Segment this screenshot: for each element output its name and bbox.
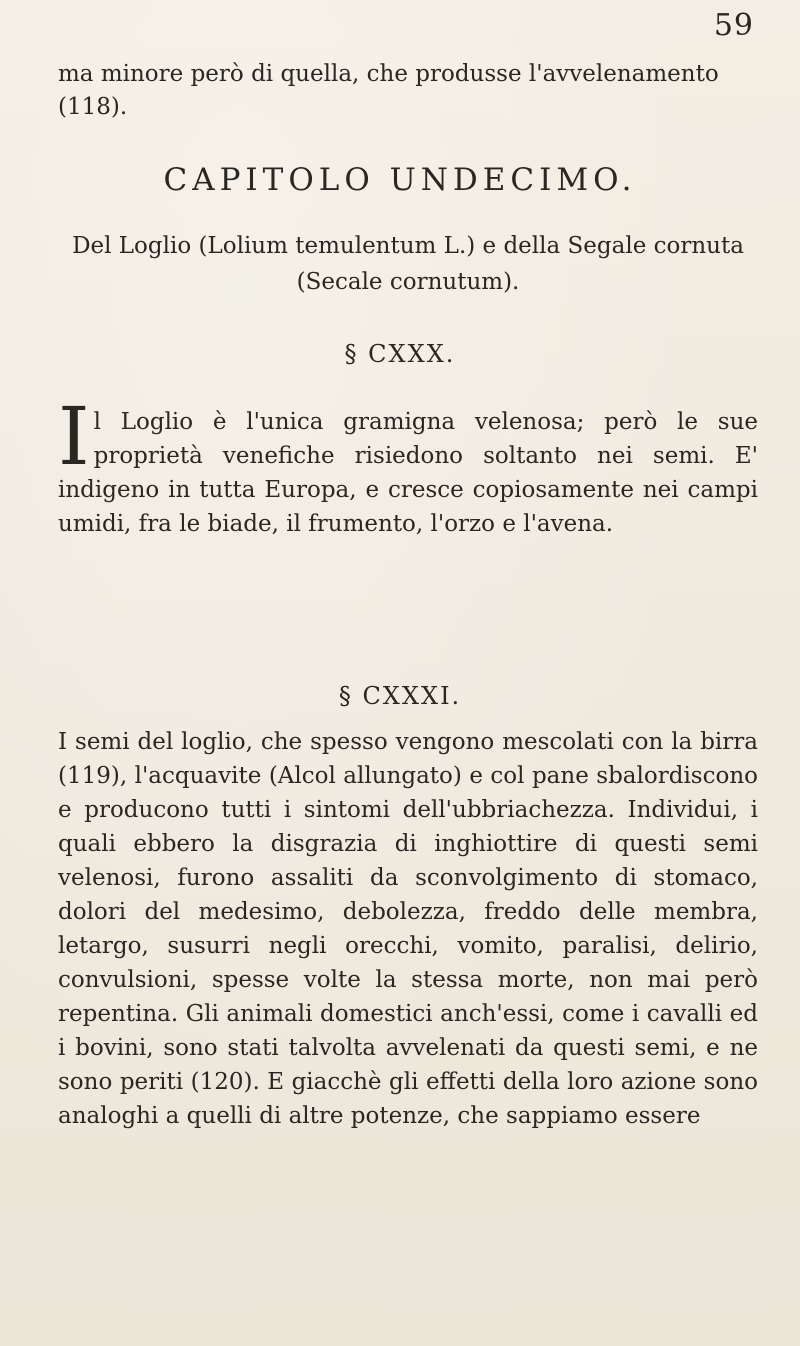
chapter-subtitle: Del Loglio (Lolium temulentum L.) e della Segale cornuta (Secale cornutum). xyxy=(72,233,744,295)
section-paragraph-cxxx xyxy=(58,390,758,541)
page-number: 59 xyxy=(713,8,754,43)
section-paragraph-cxxxi: I semi del loglio, che spesso vengono mescolati con la birra (119), l'acquavite (Alcol allungato) e col pane sbalordiscono e producono tutti i sintomi dell'ubbriachezza. Individui, i quali ebbero la disgrazia di inghiottire di questi semi velenosi, furono assaliti da sconvolgimento di stomaco, dolori del medesimo, debolezza, freddo delle membra, letargo, susurri negli orecchi, vomito, paralisi, delirio, convulsioni, spesse volte la stessa morte, non mai però repentina. Gli animali domestici anch'essi, come i cavalli ed i bovini, sono stati talvolta avvelenati da questi semi, e ne sono periti (120). E giacchè gli effetti della loro azione sono analoghi a quelli di altre potenze, che sappiamo essere xyxy=(58,729,758,1129)
section-heading-cxxx: § CXXX. xyxy=(344,340,456,368)
chapter-title: CAPITOLO UNDECIMO. xyxy=(163,162,637,198)
section-heading-cxxxi: § CXXXI. xyxy=(338,682,462,710)
drop-cap: I xyxy=(58,390,90,483)
paragraph-text: l Loglio è l'unica gramigna velenosa; però le sue proprietà venefiche risiedono soltanto nei semi. E' indigeno in tutta Europa, e cresce copiosamente nei campi umidi, fra le biade, il frumento, l'orzo e l'avena. xyxy=(58,409,758,537)
continuation-text: ma minore però di quella, che produsse l'avvelenamento (118). xyxy=(58,61,719,120)
